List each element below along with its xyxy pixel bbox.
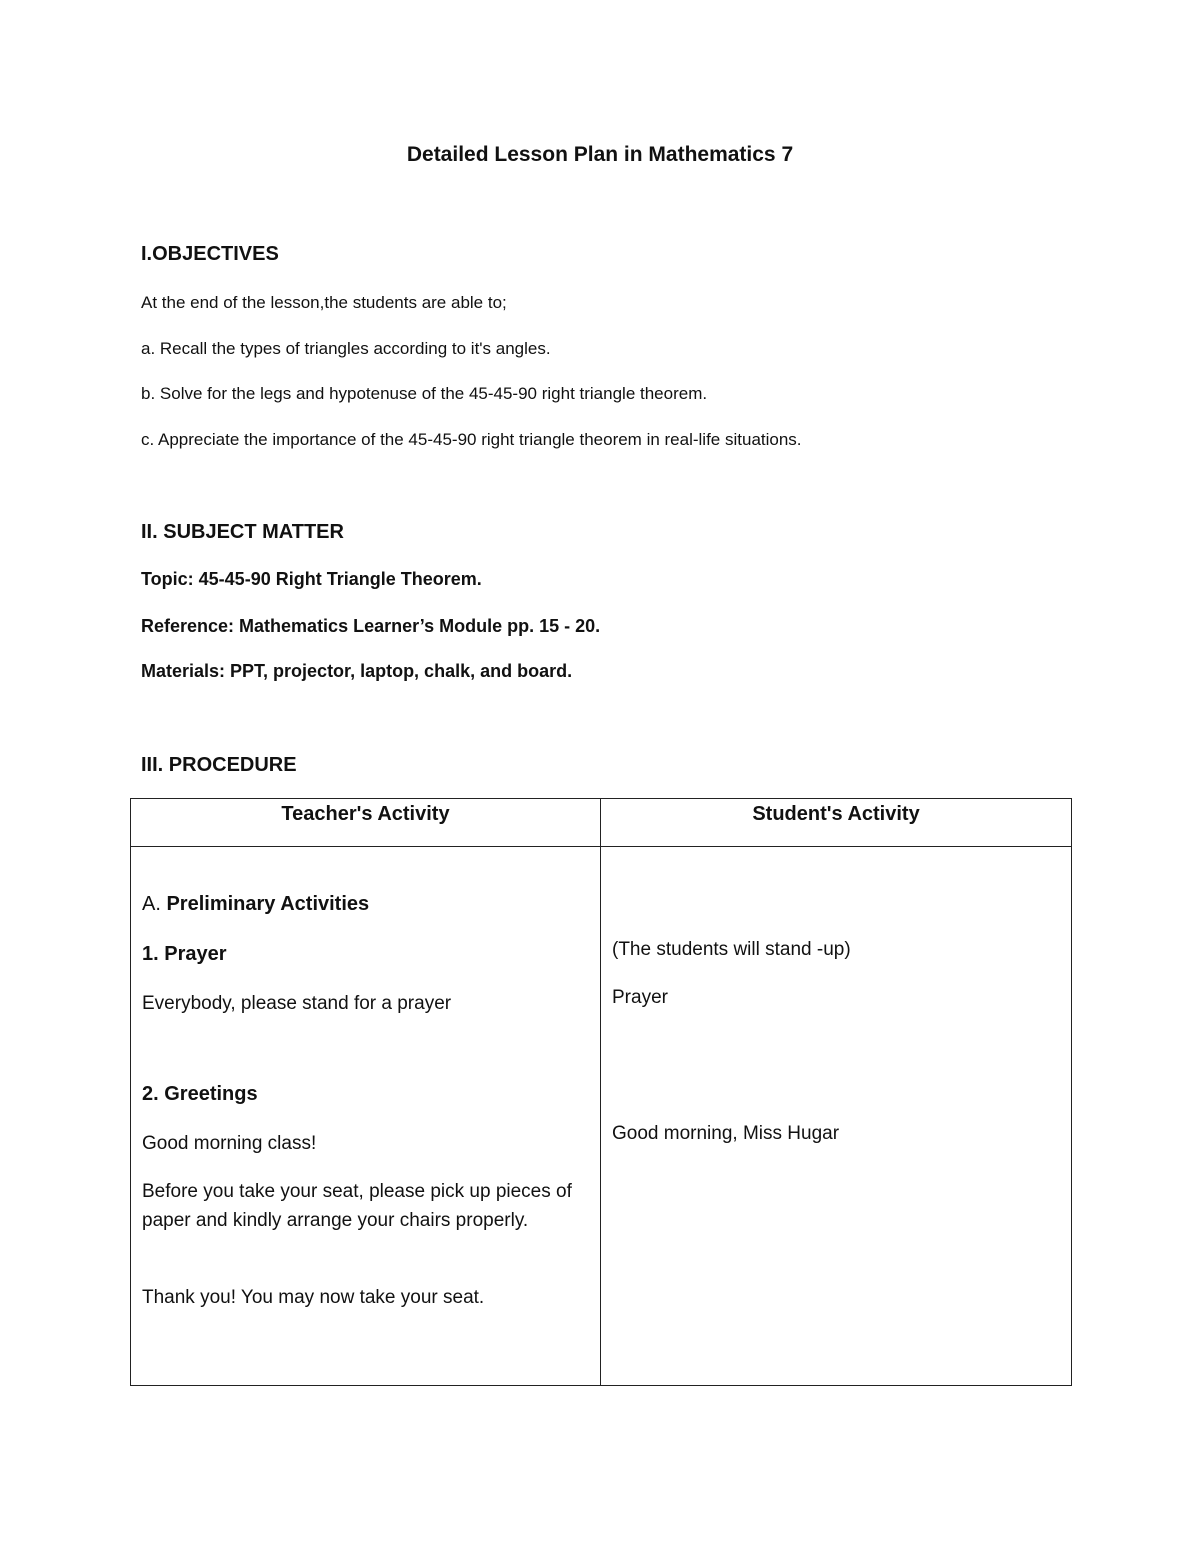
student-activity-cell [601, 847, 1072, 1386]
section-title: Preliminary Activities [166, 893, 370, 915]
subject-topic: Topic: 45-45-90 Right Triangle Theorem. [141, 569, 482, 589]
student-activity-header: Student's Activity [601, 799, 1072, 847]
preliminary-activities-heading [142, 893, 369, 916]
document-title: Detailed Lesson Plan in Mathematics 7 [406, 143, 794, 166]
table-row [131, 847, 1072, 1386]
teacher-activity-header: Teacher's Activity [131, 799, 601, 847]
student-prayer: Prayer [612, 987, 668, 1008]
objective-item-c: c. Appreciate the importance of the 45-45-90 right triangle theorem in real-life situations. [141, 430, 802, 449]
procedure-table [130, 798, 1072, 1386]
thanks-text: Thank you! You may now take your seat. [142, 1287, 485, 1308]
table-header-row [131, 799, 1072, 847]
instruction-text: Before you take your seat, please pick up pieces of paper and kindly arrange your chairs properly. [142, 1181, 572, 1231]
objectives-intro: At the end of the lesson,the students are able to; [141, 293, 507, 312]
greetings-title: 2. Greetings [142, 1083, 258, 1105]
objectives-heading: I.OBJECTIVES [141, 243, 279, 265]
student-greeting-reply: Good morning, Miss Hugar [612, 1123, 840, 1144]
subject-reference: Reference: Mathematics Learner’s Module pp. 15 - 20. [141, 616, 601, 636]
subject-materials: Materials: PPT, projector, laptop, chalk, and board. [141, 661, 573, 681]
procedure-heading: III. PROCEDURE [141, 754, 297, 776]
teacher-activity-cell [131, 847, 601, 1386]
prayer-title: 1. Prayer [142, 943, 227, 965]
objective-item-b: b. Solve for the legs and hypotenuse of the 45-45-90 right triangle theorem. [141, 384, 708, 403]
student-stand-up: (The students will stand -up) [612, 939, 851, 960]
prayer-text: Everybody, please stand for a prayer [142, 993, 452, 1014]
section-prefix: A. [142, 893, 167, 915]
objective-item-a: a. Recall the types of triangles according to it's angles. [141, 339, 551, 358]
subject-matter-heading: II. SUBJECT MATTER [141, 521, 344, 543]
greetings-text: Good morning class! [142, 1133, 317, 1154]
